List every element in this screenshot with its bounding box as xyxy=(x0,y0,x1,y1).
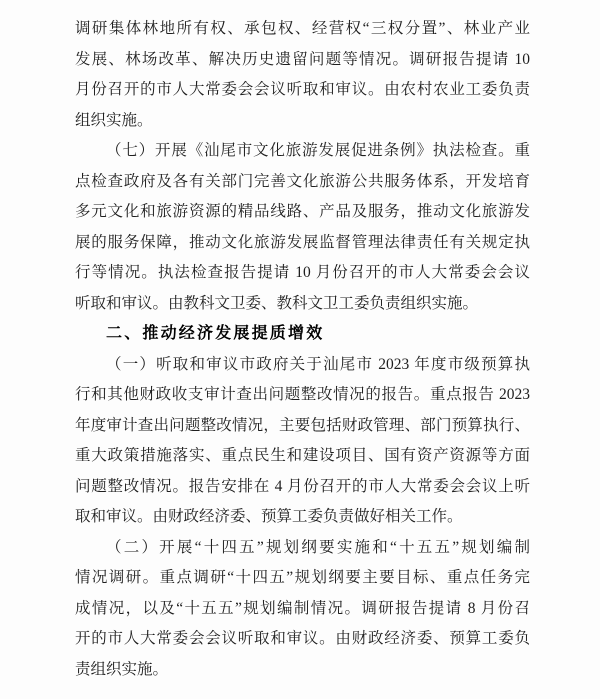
text-line: （二）开展“十四五”规划纲要实施和“十五五”规划编制 xyxy=(106,538,530,556)
text-line: 发展、林场改革、解决历史遗留问题等情况。调研报告提请 10 xyxy=(75,50,530,68)
text-line: 问题整改情况。报告安排在 4 月份召开的市人大常委会会议上听 xyxy=(75,477,530,495)
text-line: 调研集体林地所有权、承包权、经营权“三权分置”、林业产业 xyxy=(75,20,530,37)
text-line: 重大政策措施落实、重点民生和建设项目、国有资产资源等方面 xyxy=(75,447,530,464)
text-line: 情况调研。重点调研“十四五”规划纲要主要目标、重点任务完 xyxy=(75,569,530,586)
text-line: 行和其他财政收支审计查出问题整改情况的报告。重点报告 2023 xyxy=(75,386,530,403)
text-line: 开的市人大常委会会议听取和审议。由财政经济委、预算工委负 xyxy=(75,630,530,647)
text-line: 听取和审议。由教科文卫委、教科文卫工委负责组织实施。 xyxy=(75,294,479,312)
text-line: 月份召开的市人大常委会会议听取和审议。由农村农业工委负责 xyxy=(75,81,530,98)
text-line: 取和审议。由财政经济委、预算工委负责做好相关工作。 xyxy=(75,508,463,525)
section-heading: 二、推动经济发展提质增效 xyxy=(106,325,325,342)
text-line: 责组织实施。 xyxy=(75,660,169,678)
text-line: 展的服务保障，推动文化旅游发展监督管理法律责任有关规定执 xyxy=(75,233,530,251)
text-line: 点检查政府及各有关部门完善文化旅游公共服务体系，开发培育 xyxy=(75,172,530,190)
text-line: （七）开展《汕尾市文化旅游发展促进条例》执法检查。重 xyxy=(106,142,530,159)
document-text-block xyxy=(75,14,530,685)
text-line: 行等情况。执法检查报告提请 10 月份召开的市人大常委会会议 xyxy=(75,264,530,281)
text-line: （一）听取和审议市政府关于汕尾市 2023 年度市级预算执 xyxy=(106,355,530,373)
text-line: 组织实施。 xyxy=(75,111,153,129)
text-line: 成情况，以及“十五五”规划编制情况。调研报告提请 8 月份召 xyxy=(75,599,530,617)
text-line: 多元文化和旅游资源的精品线路、产品及服务，推动文化旅游发 xyxy=(75,203,530,220)
text-line: 年度审计查出问题整改情况，主要包括财政管理、部门预算执行、 xyxy=(75,416,530,434)
